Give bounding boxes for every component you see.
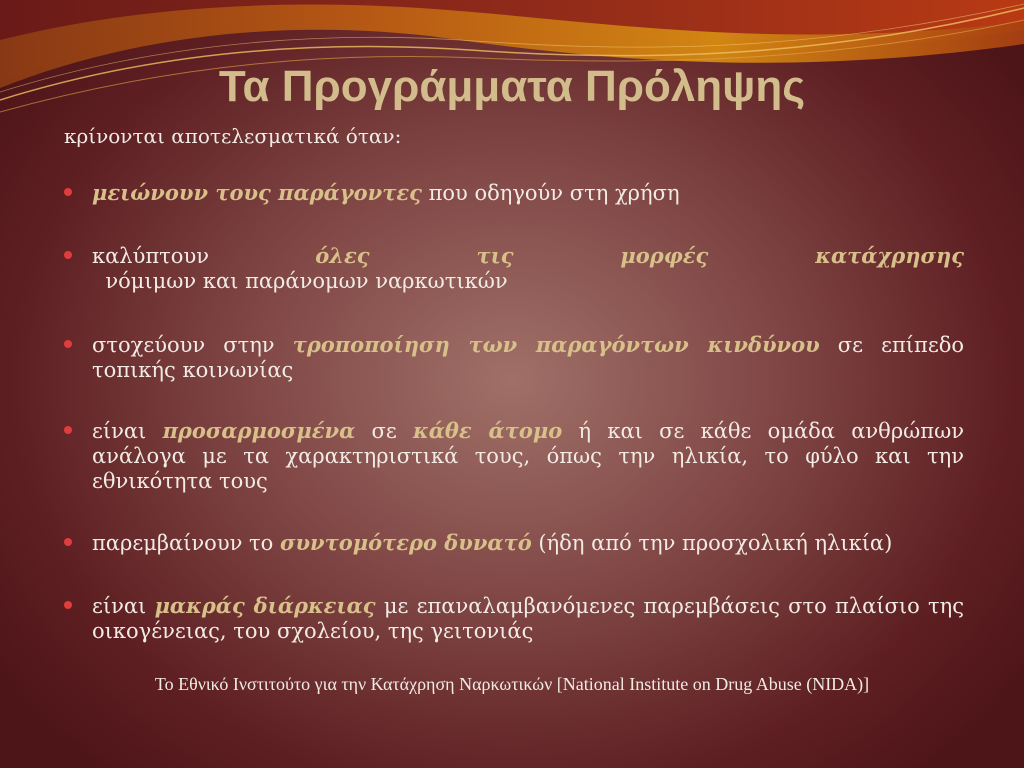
slide-title: Τα Προγράμματα Πρόληψης — [218, 62, 806, 111]
bullet-item — [64, 593, 964, 644]
bullet-text: στοχεύουν στην — [92, 333, 293, 357]
bullet-text: που οδηγούν στη χρήση — [421, 181, 680, 205]
bullet-dot-icon — [64, 251, 72, 259]
bullet-item — [64, 332, 964, 383]
bullet-list — [64, 180, 964, 644]
bullet-highlight: τροποποίηση των παραγόντων κινδύνου — [292, 332, 820, 357]
bullet-dot-icon — [64, 426, 72, 434]
bullet-text: ή και σε κάθε ομάδα ανθρώπων ανάλογα με τα χαρακτηριστικά τους, όπως την ηλικία, το φύλο και την εθνικότητα τους — [92, 419, 964, 493]
bullet-text: σε — [355, 419, 413, 443]
slide-subtitle: κρίνονται αποτελεσματικά όταν: — [64, 124, 402, 148]
bullet-item — [64, 180, 964, 206]
source-footer: Το Εθνικό Ινστιτούτο για την Κατάχρηση Ναρκωτικών [National Institute on Drug Abuse (NIDA)] — [154, 674, 870, 694]
bullet-dot-icon — [64, 188, 72, 196]
bullet-highlight: μειώνουν τους παράγοντες — [92, 180, 422, 205]
bullet-text: σε επίπεδο τοπικής κοινωνίας — [92, 333, 964, 382]
bullet-item — [64, 418, 964, 494]
bullet-highlight: κάθε άτομο — [412, 418, 563, 443]
bullet-dot-icon — [64, 601, 72, 609]
bullet-highlight: όλες τις μορφές κατάχρησης — [315, 243, 964, 268]
bullet-item — [64, 530, 964, 556]
bullet-dot-icon — [64, 340, 72, 348]
bullet-highlight: μακράς διάρκειας — [154, 593, 376, 618]
bullet-text: καλύπτουν — [92, 244, 316, 268]
bullet-highlight: συντομότερο δυνατό — [279, 530, 532, 555]
bullet-text: με επαναλαμβανόμενες παρεμβάσεις στο πλαίσιο της οικογένειας, του σχολείου, της γειτονιάς — [92, 594, 964, 643]
bullet-text: παρεμβαίνουν το — [92, 531, 280, 555]
bullet-text: είναι — [92, 594, 155, 618]
bullet-highlight: προσαρμοσμένα — [162, 418, 356, 443]
bullet-text: είναι — [92, 419, 163, 443]
bullet-dot-icon — [64, 538, 72, 546]
bullet-text: (ήδη από την προσχολική ηλικία) — [531, 531, 893, 555]
bullet-item — [64, 243, 964, 294]
bullet-text: νόμιμων και παράνομων ναρκωτικών — [92, 269, 508, 293]
